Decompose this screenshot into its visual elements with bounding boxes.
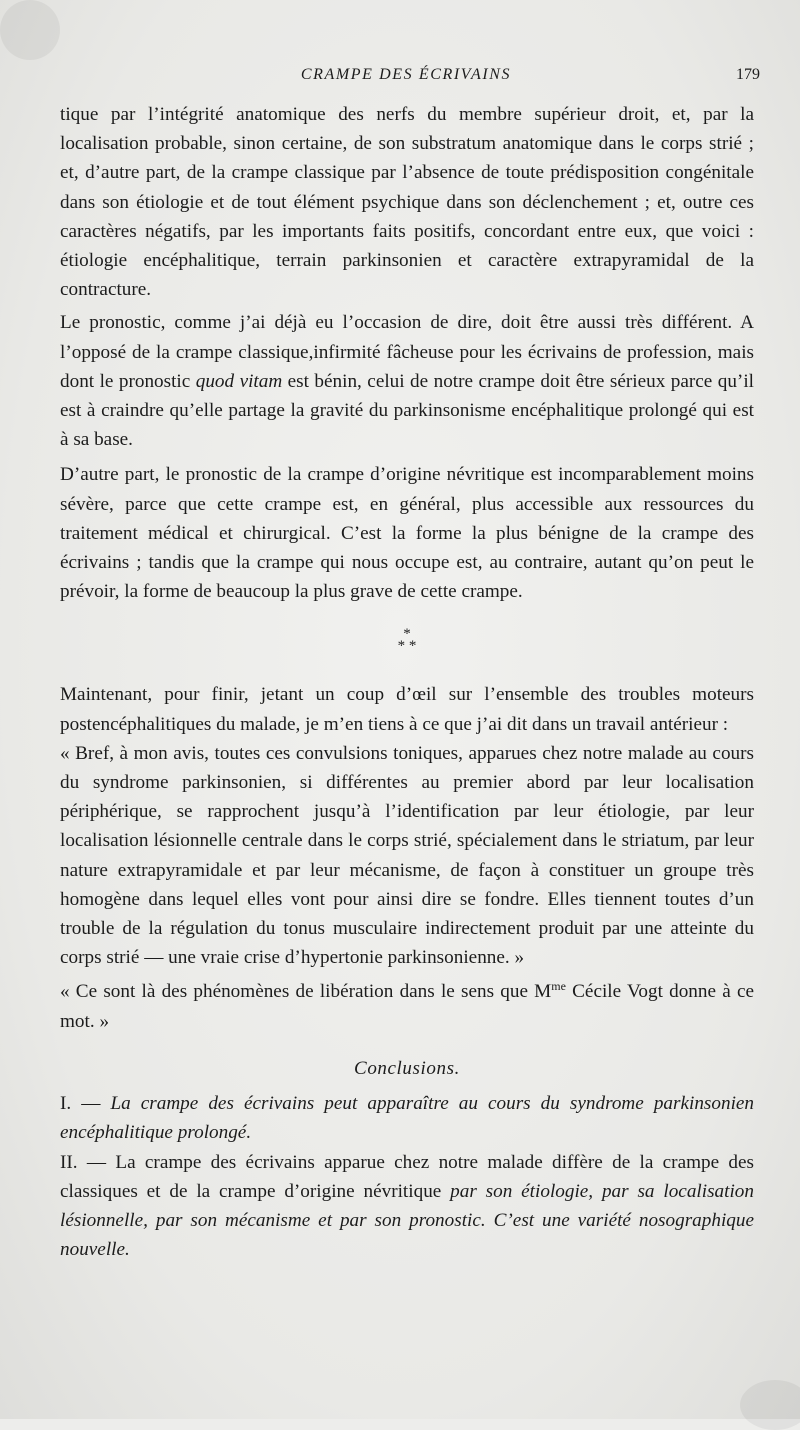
page-header (40, 66, 772, 92)
paper-stain (740, 1380, 800, 1430)
paragraph-6-part-b: Cécile Vogt donne à ce mot. » (60, 981, 754, 1032)
quotation-paragraph: « Bref, à mon avis, toutes ces convulsions toniques, apparues chez notre malade au cours du syndrome parkinsonien, si différentes au premier abord par leur localisation périphérique, se rapprochent jusqu’à l’identification par leur étiologie, par leur localisation lésionnelle centrale dans le corps strié, spécialement dans le striatum, par leur nature extrapyramidale et par leur mécanisme, de façon à constituer un groupe très homogène dans lequel elles vont pour ainsi dire se fondre. Elles tiennent toutes d’un trouble de la régulation du tonus musculaire indirectement produit par une atteinte du corps strié — une vraie crise d’hypertonie parkinsonienne. » (60, 742, 754, 969)
conclusion-1 (60, 1089, 754, 1147)
paragraph-4: Maintenant, pour finir, jetant un coup d’œil sur l’ensemble des troubles moteurs postencéphalitiques du malade, je m’en tiens à ce que j’ai dit dans un travail antérieur : (60, 684, 754, 735)
separator-stars-bottom: * * (397, 638, 417, 655)
paragraph-2-part-a: Le pronostic, comme j’ai déjà eu l’occasion de dire, doit être aussi très différent. A l’opposé de la crampe classique,infirmité fâcheuse pour les écrivains de profession, mais dont le pronostic (60, 312, 754, 392)
conclusion-1-text: La crampe des écrivains peut apparaître au cours du syndrome parkinsonien encéphalitique prolongé. (60, 1093, 755, 1144)
conclusion-2 (60, 1148, 754, 1265)
paragraph-2 (60, 308, 754, 454)
conclusion-2-number: II. — (60, 1151, 116, 1173)
conclusion-2-italic-text: par son étiologie, par sa localisation lésionnelle, par son mécanisme et par son pronostic. C’est une variété nosographique nouvelle. (60, 1180, 754, 1261)
section-separator (60, 626, 754, 655)
paragraph-6-part-a: « Ce sont là des phénomènes de libération dans le sens que M (60, 981, 552, 1003)
paper-stain (0, 0, 60, 60)
separator-star-top: * (403, 626, 411, 643)
paragraph-2-latin: quod vitam (195, 370, 283, 392)
conclusion-2-text: La crampe des écrivains apparue chez notre malade diffère de la crampe des classiques et de la crampe d’origine névritique (60, 1151, 754, 1202)
conclusions-heading: Conclusions. (354, 1057, 460, 1079)
paragraph-3: D’autre part, le pronostic de la crampe d’origine névritique est incomparablement moins sévère, parce que cette crampe est, en général, plus accessible aux ressources du traitement médical et chirurgical. C’est la forme la plus bénigne de la crampe des écrivains ; tandis que la crampe qui nous occupe est, au contraire, autant qu’on peut le prévoir, la forme de beaucoup la plus grave de cette crampe. (60, 464, 754, 603)
running-title: CRAMPE DES ÉCRIVAINS (300, 66, 512, 83)
paragraph-6 (60, 972, 754, 1035)
paragraph-1: tique par l’intégrité anatomique des nerfs du membre supérieur droit, et, par la localisation probable, sinon certaine, de son substratum anatomique dans le corps strié ; et, d’autre part, de la crampe classique par l’absence de toute prédisposition congénitale dans son étiologie et de tout élément psychique dans son déclenchement ; et, outre ces caractères négatifs, par les importants faits positifs, concordant entre eux, que voici : étiologie encéphalitique, terrain parkinsonien et caractère extrapyramidal de la contracture. (60, 104, 754, 301)
paragraph-2-part-b: est bénin, celui de notre crampe doit être sérieux parce qu’il est à craindre qu’elle partage la gravité du parkinsonisme encéphalitique prolongé qui est à sa base. (60, 370, 754, 451)
paragraph-6-superscript: me (551, 979, 566, 994)
conclusion-1-number: I. — (60, 1093, 111, 1115)
body-text (60, 100, 754, 1264)
page-number: 179 (736, 66, 760, 83)
